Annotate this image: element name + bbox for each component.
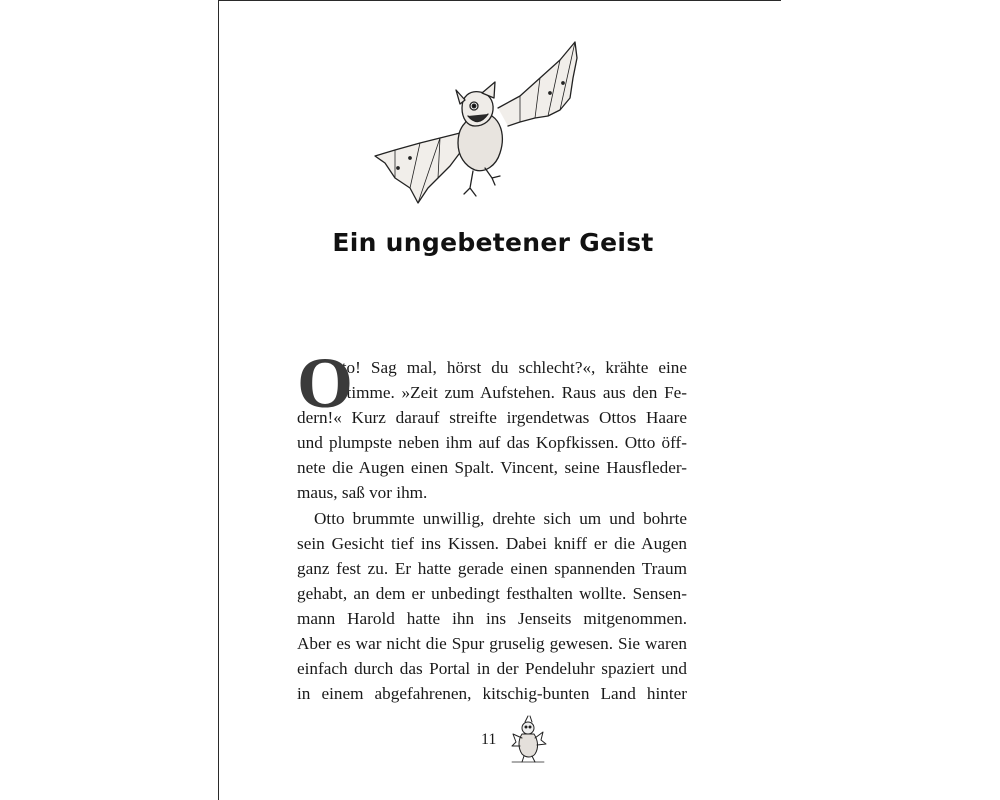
text-line: nete die Augen einen Spalt. Vincent, seine Hausfleder- [297,458,687,478]
text-line: sein Gesicht tief ins Kissen. Dabei kniff er die Augen [297,533,687,553]
text-line: Stimme. »Zeit zum Aufstehen. Raus aus den Fe- [337,383,687,403]
text-line: gehabt, an dem er unbedingt festhalten wollte. Sensen- [297,583,687,603]
text-line: Otto brummte unwillig, drehte sich um und bohrte [314,508,687,528]
bat-illustration [370,38,585,213]
page-edge-top [218,0,781,1]
page-edge [218,0,219,800]
text-line: mann Harold hatte ihn ins Jenseits mitgenommen. [297,608,687,628]
text-line: tto! Sag mal, hörst du schlecht?«, krähte eine [337,358,687,377]
text-line: einfach durch das Portal in der Pendeluhr spaziert und [297,659,687,679]
text-line: dern!« Kurz darauf streifte irgendetwas Ottos Haare [297,408,687,428]
text-line: in einem abgefahrenen, kitschig-bunten Land hinter [297,684,687,704]
paragraph-2 [297,506,687,707]
body-text [297,343,687,706]
chapter-title: Ein ungebetener Geist [332,228,654,257]
page-number: 11 [481,731,497,748]
text-line: ganz fest zu. Er hatte gerade einen spannenden Traum [297,558,687,578]
text-line: Aber es war nicht die Spur gruselig gewesen. Sie waren [297,634,687,654]
text-line: maus, saß vor ihm. [297,483,428,503]
text-line: und plumpste neben ihm auf das Kopfkissen. Otto öff- [297,433,687,453]
paragraph-1 [297,343,687,506]
drop-cap: O [297,343,354,423]
small-creature-vignette [508,712,548,764]
